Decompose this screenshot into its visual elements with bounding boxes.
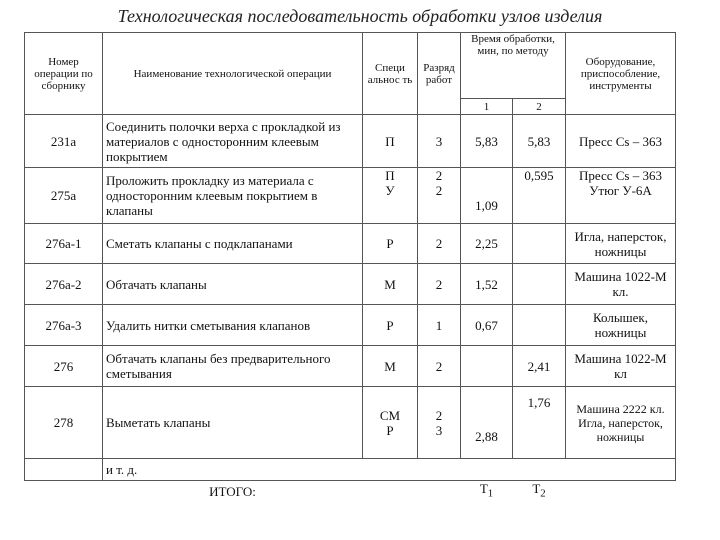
total-time-1-subscript: 1 [487,488,494,501]
op-grade: 3 [418,115,461,168]
op-time-2: 2,41 [513,346,566,387]
table-row [25,387,676,459]
op-spec: М [363,264,418,305]
op-name: Обтачать клапаны без предварительного сметывания [103,346,363,387]
table-row [25,168,676,224]
total-row [25,481,676,503]
total-empty-cell [363,481,418,503]
total-time-2 [513,481,566,503]
op-name: Выметать клапаны [103,387,363,459]
total-time-1-symbol: Т [479,481,488,497]
total-time-2-subscript: 2 [540,488,546,501]
etc-empty-cell [25,459,103,481]
op-number: 276а-1 [25,224,103,264]
etc-text: и т. д. [103,459,676,481]
header-equipment: Оборудование, приспособление, инструменты [566,33,676,115]
op-time-1: 0,67 [461,305,513,346]
page-title: Технологическая последовательность обработки узлов изделия [117,6,603,26]
header-time-method-1: 1 [461,99,513,115]
op-number: 276 [25,346,103,387]
op-spec [363,168,418,224]
op-spec-line: Р [386,422,394,438]
total-time-2-symbol: Т [532,481,541,497]
op-time-1: 1,52 [461,264,513,305]
op-time-1 [461,346,513,387]
total-empty-cell [418,481,461,503]
op-time-2 [513,264,566,305]
op-time-2: 5,83 [513,115,566,168]
op-number: 275а [25,168,103,224]
header-time: Время обработки, мин, по методу [461,33,566,99]
op-name: Удалить нитки сметывания клапанов [103,305,363,346]
op-spec: П [363,115,418,168]
op-number: 276а-3 [25,305,103,346]
op-time-1: 2,88 [461,387,513,459]
op-spec-line: СМ [379,407,401,423]
op-number: 276а-2 [25,264,103,305]
table-row [25,346,676,387]
op-time-2: 0,595 [513,168,566,224]
header-grade: Разряд работ [418,33,461,115]
op-grade: 2 [418,264,461,305]
header-time-method-2: 2 [513,99,566,115]
op-name: Сметать клапаны с подклапанами [103,224,363,264]
table-row [25,115,676,168]
op-number: 278 [25,387,103,459]
op-time-2 [513,305,566,346]
total-label: ИТОГО: [209,484,256,500]
header-spec: Специ альнос ть [363,33,418,115]
op-time-1: 1,09 [461,168,513,224]
op-grade [418,387,461,459]
op-spec-line: П [385,168,395,183]
op-name: Обтачать клапаны [103,264,363,305]
operations-table [24,32,676,503]
op-equipment: Машина 1022-М кл. [566,264,676,305]
op-grade: 1 [418,305,461,346]
op-grade-line: 2 [435,168,443,183]
op-time-1: 5,83 [461,115,513,168]
op-equipment: Игла, наперсток, ножницы [566,224,676,264]
table-row [25,224,676,264]
header-op-no: Номер операции по сборнику [25,33,103,115]
op-equipment: Машина 2222 кл. Игла, наперсток, ножницы [566,387,676,459]
header-row-1 [25,33,676,99]
op-time-2 [513,224,566,264]
op-grade: 2 [418,224,461,264]
total-time-1 [461,481,513,503]
op-equipment: Пресс Cs – 363 Утюг У-6А [566,168,676,224]
op-spec [363,387,418,459]
op-grade: 2 [418,346,461,387]
op-name: Соединить полочки верха с прокладкой из материалов с односторонним клеевым покрытием [103,115,363,168]
op-grade-line: 3 [435,422,443,438]
op-spec-line: У [385,183,395,198]
op-time-2: 1,76 [513,387,566,459]
table-row [25,264,676,305]
op-spec: Р [363,305,418,346]
total-empty-cell [566,481,676,503]
op-spec: Р [363,224,418,264]
op-grade [418,168,461,224]
op-grade-line: 2 [435,183,443,198]
op-number: 231а [25,115,103,168]
op-equipment: Пресс Cs – 363 [566,115,676,168]
header-op-name: Наименование технологической операции [103,33,363,115]
etc-row [25,459,676,481]
op-name: Проложить прокладку из материала с односторонним клеевым покрытием в клапаны [103,168,363,224]
op-grade-line: 2 [435,407,443,423]
op-equipment: Колышек, ножницы [566,305,676,346]
op-equipment: Машина 1022-М кл [566,346,676,387]
total-empty-cell [25,481,103,503]
op-spec: М [363,346,418,387]
table-row [25,305,676,346]
op-time-1: 2,25 [461,224,513,264]
